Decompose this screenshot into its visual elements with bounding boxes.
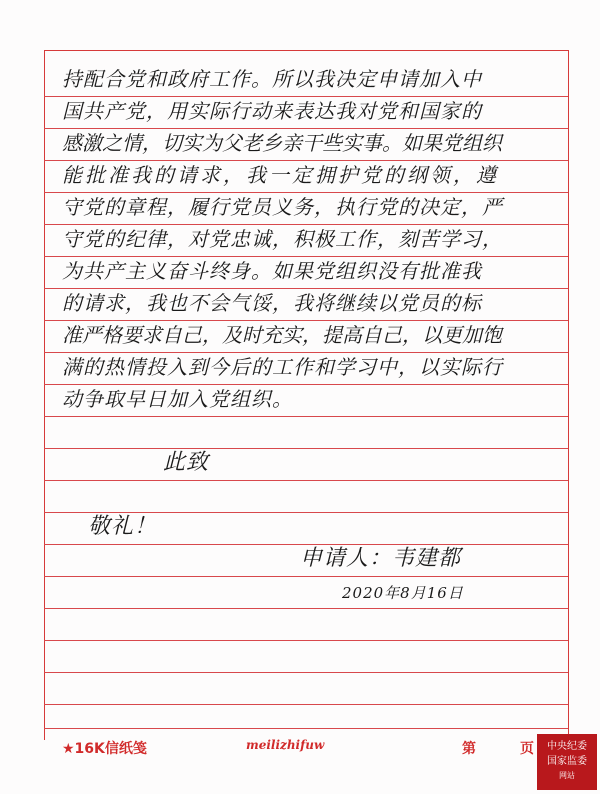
- ruled-line: [44, 96, 568, 97]
- ruled-line: [44, 224, 568, 225]
- ruled-line: [44, 544, 568, 545]
- ruled-line: [44, 512, 568, 513]
- letter-line-1: 持配合党和政府工作。所以我决定申请加入中: [62, 67, 482, 91]
- ruled-line: [44, 640, 568, 641]
- ruled-line: [44, 576, 568, 577]
- ruled-line: [44, 160, 568, 161]
- letter-line-6: 守党的纪律，对党忠诚，积极工作，刻苦学习，: [62, 227, 503, 251]
- paper-brand-label: ★16K信纸笺: [62, 741, 147, 757]
- ruled-line: [44, 288, 568, 289]
- ruled-line: [44, 384, 568, 385]
- letter-line-9: 准严格要求自己，及时充实，提高自己，以更加饱: [62, 323, 502, 347]
- paper-mark: meilizhifuw: [246, 738, 325, 752]
- ruled-line: [44, 728, 568, 729]
- watermark-line-2: 国家监委: [547, 756, 587, 767]
- ruled-line: [44, 320, 568, 321]
- ruled-line: [44, 704, 568, 705]
- letter-line-11: 动争取早日加入党组织。: [62, 387, 293, 411]
- page-label-suffix: 页: [520, 741, 534, 757]
- watermark-line-3: 网站: [559, 771, 575, 780]
- letter-line-7: 为共产主义奋斗终身。如果党组织没有批准我: [62, 259, 482, 283]
- watermark-line-1: 中央纪委: [547, 741, 587, 752]
- letter-line-10: 满的热情投入到今后的工作和学习中，以实际行: [62, 355, 503, 379]
- closing-text: 此致: [163, 450, 210, 475]
- watermark-logo: [537, 734, 597, 790]
- salute-text: 敬礼！: [88, 514, 158, 539]
- page-label-prefix: 第: [462, 741, 476, 757]
- letter-line-8: 的请求，我也不会气馁，我将继续以党员的标: [62, 291, 482, 315]
- ruled-line: [44, 352, 568, 353]
- ruled-line: [44, 448, 568, 449]
- ruled-line: [44, 128, 568, 129]
- right-margin-line: [568, 50, 569, 740]
- letter-line-4: 能批准我的请求，我一定拥护党的纲领，遵: [62, 163, 499, 187]
- ruled-line: [44, 480, 568, 481]
- signature-date: 2020年8月16日: [342, 584, 464, 602]
- letter-line-5: 守党的章程，履行党员义务，执行党的决定，严: [62, 195, 503, 219]
- signature-text: 申请人：韦建都: [300, 546, 462, 571]
- top-border: [44, 50, 568, 51]
- ruled-line: [44, 256, 568, 257]
- letter-line-3: 感激之情，切实为父老乡亲干些实事。如果党组织: [62, 131, 502, 155]
- ruled-line: [44, 608, 568, 609]
- letter-line-2: 国共产党，用实际行动来表达我对党和国家的: [62, 99, 482, 123]
- left-margin-line: [44, 50, 45, 740]
- ruled-line: [44, 192, 568, 193]
- ruled-line: [44, 672, 568, 673]
- ruled-line: [44, 416, 568, 417]
